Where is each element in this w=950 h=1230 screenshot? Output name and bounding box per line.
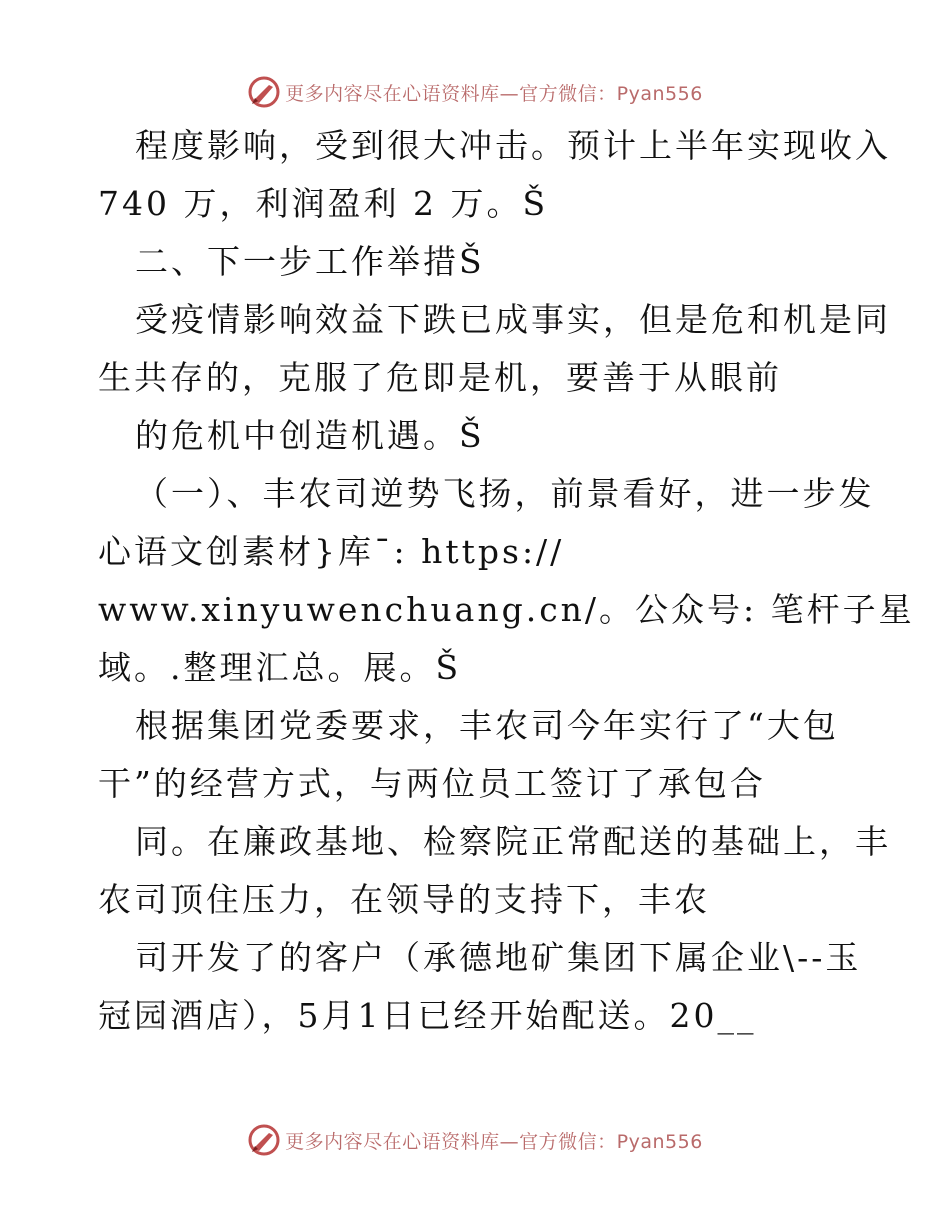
pen-logo-icon xyxy=(247,1123,281,1157)
text-line: （一）、丰农司逆势飞扬，前景看好，进一步发 xyxy=(135,474,875,513)
text-line: 生共存的，克服了危即是机，要善于从眼前 xyxy=(98,358,782,397)
text-line: 同。在廉政基地、检察院正常配送的基础上，丰 xyxy=(135,822,891,861)
text-line: 农司顶住压力，在领导的支持下，丰农 xyxy=(98,880,710,919)
text-line: 的危机中创造机遇。Š xyxy=(135,416,485,455)
text-line: 冠园酒店），5月1日已经开始配送。20__ xyxy=(98,996,757,1035)
text-line: 程度影响，受到很大冲击。预计上半年实现收入 xyxy=(135,126,891,165)
text-line: www.xinyuwenchuang.cn/。公众号: 笔杆子星 xyxy=(98,590,915,629)
pen-logo-icon xyxy=(247,75,281,109)
text-line: 二、下一步工作举措Š xyxy=(135,242,485,281)
text-line: 740 万，利润盈利 2 万。Š xyxy=(98,184,549,223)
text-line: 心语文创素材}库¯: https:// xyxy=(98,532,565,571)
watermark-text: 更多内容尽在心语资料库—官方微信：Pyan556 xyxy=(285,82,703,105)
text-line: 域。.整理汇总。展。Š xyxy=(98,648,462,687)
text-line: 受疫情影响效益下跌已成事实，但是危和机是同 xyxy=(135,300,891,339)
text-line: 干”的经营方式，与两位员工签订了承包合 xyxy=(98,764,766,803)
text-line: 根据集团党委要求，丰农司今年实行了“大包 xyxy=(135,706,839,745)
footer-watermark xyxy=(0,1120,950,1160)
watermark-text: 更多内容尽在心语资料库—官方微信：Pyan556 xyxy=(285,1130,703,1153)
header-watermark xyxy=(0,72,950,112)
text-line: 司开发了的客户（承德地矿集团下属企业\--玉 xyxy=(135,938,862,977)
